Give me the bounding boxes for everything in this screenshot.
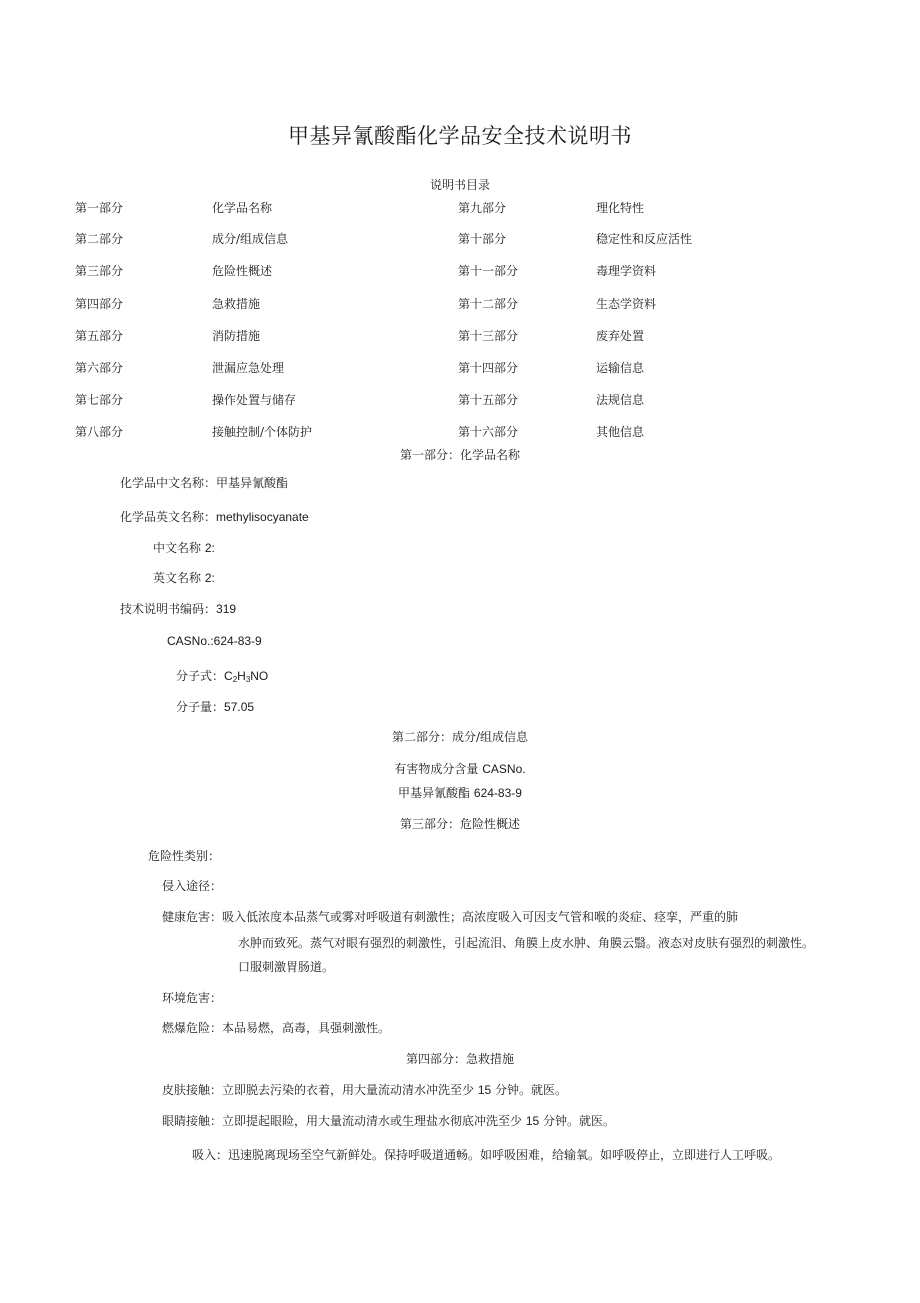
section3-heading: 第三部分：危险性概述 xyxy=(399,817,520,831)
inhale-value: 迅速脱离现场至空气新鲜处。保持呼吸道通畅。如呼吸困难，给输氧。如呼吸停止，立即进行人工呼吸。 xyxy=(228,1148,781,1162)
toc-right-name: 法规信息 xyxy=(596,393,645,407)
toc-left-part: 第二部分 xyxy=(75,232,124,246)
toc-left-name: 急救措施 xyxy=(212,297,261,311)
eye-label: 眼睛接触： xyxy=(162,1114,223,1128)
toc-left-part: 第一部分 xyxy=(75,201,124,215)
eye-row xyxy=(162,1112,615,1129)
toc-right-name: 废弃处置 xyxy=(596,329,645,343)
en-name-row xyxy=(120,508,309,525)
toc-right-part: 第十二部分 xyxy=(458,297,519,311)
code-value: 319 xyxy=(216,602,237,616)
formula-value: $C_2H_3NO$ xyxy=(224,669,269,684)
fire-label: 燃爆危险： xyxy=(162,1021,223,1035)
inhale-row xyxy=(192,1146,780,1163)
route-label: 侵入途径： xyxy=(162,879,223,893)
composition-cas: 624-83-9 xyxy=(473,786,522,800)
toc-left-name: 泄漏应急处理 xyxy=(212,361,285,375)
toc-left-part: 第四部分 xyxy=(75,297,124,311)
formula-label: 分子式： xyxy=(176,669,225,683)
en-name2-label: 英文名称 xyxy=(153,571,202,585)
code-label: 技术说明书编码： xyxy=(120,602,217,616)
toc-left-part: 第八部分 xyxy=(75,425,124,439)
health-line3: 口服刺激胃肠道。 xyxy=(238,960,335,974)
cn-name2-label: 中文名称 xyxy=(153,541,202,555)
composition-row xyxy=(0,784,920,801)
section2-heading: 第二部分：成分/组成信息 xyxy=(391,730,529,744)
toc-right-name: 理化特性 xyxy=(596,201,645,215)
composition-header xyxy=(0,760,920,777)
skin-row xyxy=(162,1081,567,1098)
skin-text-b: 分钟。就医。 xyxy=(495,1083,568,1097)
health-label: 健康危害： xyxy=(162,910,223,924)
en-name2-row xyxy=(153,569,215,586)
composition-header-cas: CASNo. xyxy=(482,762,526,776)
env-label: 环境危害： xyxy=(162,991,223,1005)
section4-heading: 第四部分：急救措施 xyxy=(405,1052,514,1066)
toc-right-name: 稳定性和反应活性 xyxy=(596,232,693,246)
toc-left-part: 第五部分 xyxy=(75,329,124,343)
en-name-label: 化学品英文名称： xyxy=(120,510,217,524)
toc-right-name: 其他信息 xyxy=(596,425,645,439)
eye-text-a: 立即提起眼睑，用大量流动清水或生理盐水彻底冲洗至少 xyxy=(222,1114,523,1128)
toc-left-part: 第三部分 xyxy=(75,264,124,278)
section1-heading: 第一部分：化学品名称 xyxy=(399,448,520,462)
toc-left-part: 第七部分 xyxy=(75,393,124,407)
toc-left-name: 接触控制/个体防护 xyxy=(212,425,313,439)
document-title: 甲基异氰酸酯化学品安全技术说明书 xyxy=(288,124,632,148)
fire-row xyxy=(162,1019,390,1036)
toc-right-name: 生态学资料 xyxy=(596,297,657,311)
health-line2: 水肿而致死。蒸气对眼有强烈的刺激性，引起流泪、角膜上皮水肿、角膜云翳。液态对皮肤有强烈的刺激性。 xyxy=(238,936,815,950)
hazard-class-label: 危险性类别： xyxy=(148,849,221,863)
skin-minutes: 15 xyxy=(477,1083,492,1097)
cn-name-row xyxy=(120,474,288,491)
cn-name2-row xyxy=(153,539,215,556)
cas-number: CASNo.:624-83-9 xyxy=(167,634,262,648)
inhale-label: 吸入： xyxy=(192,1148,229,1162)
toc-left-name: 操作处置与储存 xyxy=(212,393,297,407)
toc-left-part: 第六部分 xyxy=(75,361,124,375)
toc-left-name: 化学品名称 xyxy=(212,201,273,215)
skin-text-a: 立即脱去污染的衣着，用大量流动清水冲洗至少 xyxy=(222,1083,475,1097)
toc-right-name: 运输信息 xyxy=(596,361,645,375)
toc-left-name: 消防措施 xyxy=(212,329,261,343)
code-row xyxy=(120,600,236,617)
composition-name: 甲基异氰酸酯 xyxy=(398,786,471,800)
toc-heading: 说明书目录 xyxy=(429,178,490,192)
fire-value: 本品易燃，高毒，具强刺激性。 xyxy=(222,1021,391,1035)
en-name2-suffix: 2: xyxy=(204,571,215,585)
toc-right-part: 第十一部分 xyxy=(458,264,519,278)
cn-name2-suffix: 2: xyxy=(204,541,215,555)
composition-header-text: 有害物成分含量 xyxy=(394,762,479,776)
toc-right-name: 毒理学资料 xyxy=(596,264,657,278)
skin-label: 皮肤接触： xyxy=(162,1083,223,1097)
mw-label: 分子量： xyxy=(176,700,225,714)
cn-name-value: 甲基异氰酸酯 xyxy=(216,476,289,490)
en-name-value: methylisocyanate xyxy=(216,510,309,524)
toc-right-part: 第九部分 xyxy=(458,201,507,215)
health-row xyxy=(162,908,738,925)
cn-name-label: 化学品中文名称： xyxy=(120,476,217,490)
toc-left-name: 成分/组成信息 xyxy=(212,232,289,246)
toc-right-part: 第十四部分 xyxy=(458,361,519,375)
toc-right-part: 第十六部分 xyxy=(458,425,519,439)
formula-row xyxy=(176,667,268,684)
toc-right-part: 第十部分 xyxy=(458,232,507,246)
mw-value: 57.05 xyxy=(224,700,255,714)
health-line1: 吸入低浓度本品蒸气或雾对呼吸道有刺激性；高浓度吸入可因支气管和喉的炎症、痉挛，严重的肺 xyxy=(222,910,739,924)
toc-right-part: 第十三部分 xyxy=(458,329,519,343)
mw-row xyxy=(176,698,254,715)
toc-left-name: 危险性概述 xyxy=(212,264,273,278)
eye-text-b: 分钟。就医。 xyxy=(543,1114,616,1128)
eye-minutes: 15 xyxy=(525,1114,540,1128)
toc-right-part: 第十五部分 xyxy=(458,393,519,407)
